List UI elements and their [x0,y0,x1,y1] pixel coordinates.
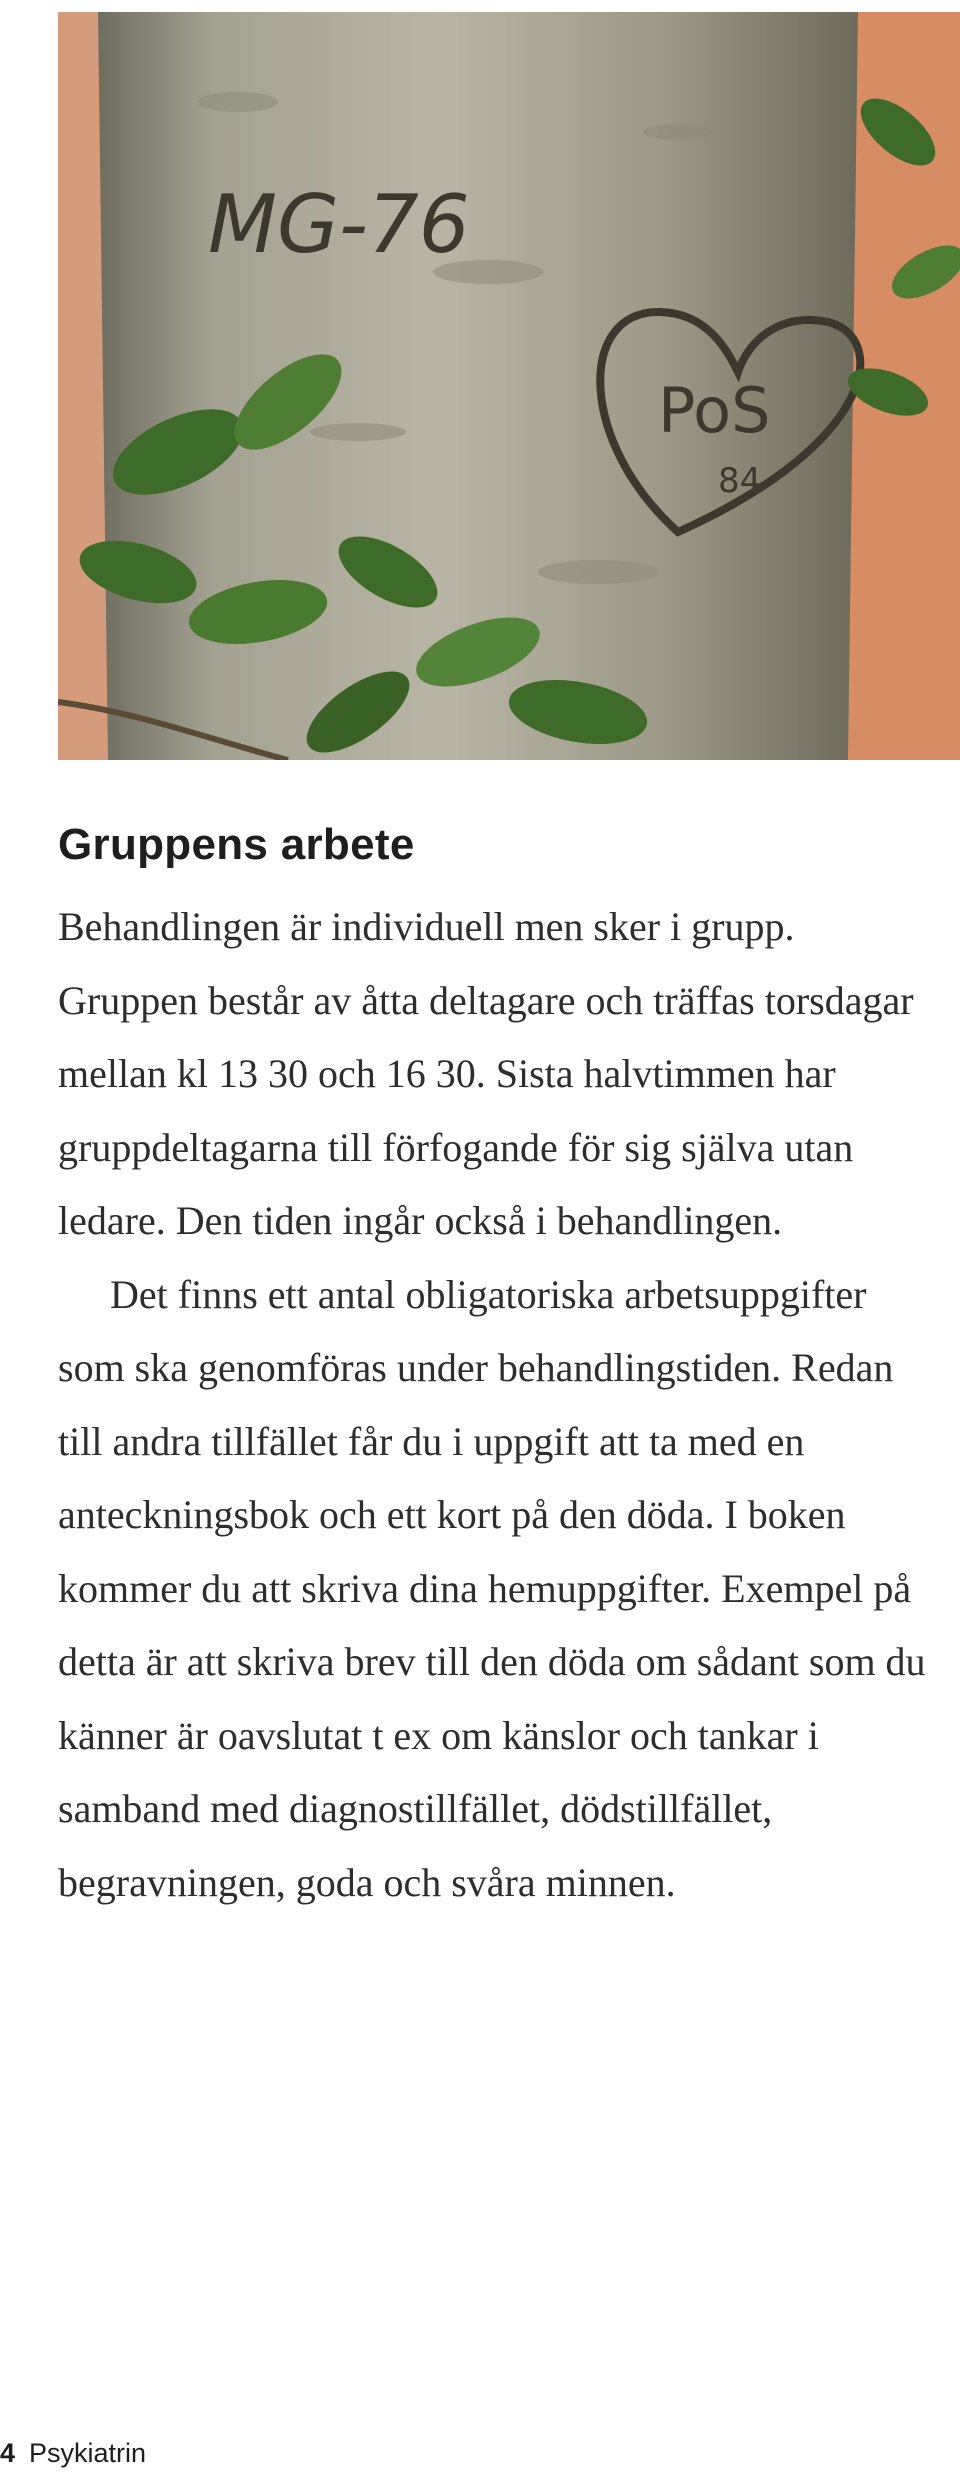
section-heading: Gruppens arbete [58,820,415,869]
carving-text: MG-76 [208,178,470,271]
tree-carving-illustration [58,12,960,760]
heart-initials: PoS [658,374,771,447]
page-number: 4 [0,2438,16,2468]
paragraph-2: Det finns ett antal obligatoriska arbetsuppgifter som ska genomföras under behandlingstiden. Redan till andra tillfället får du i uppgift att ta med en anteckningsbok och ett kort på den döda. I boken kommer du att skriva dina hemuppgifter. Exempel på detta är att skriva brev till den döda om sådant som du känner är oavslutat t ex om känslor och tankar i samband med diagnostillfället, dödstillfället, begravningen, goda och svåra minnen. [58,1271,926,1905]
heart-year: 84 [718,461,762,501]
paragraph-1: Behandlingen är individuell men sker i grupp. Gruppen består av åtta deltagare och träffas torsdagar mellan kl 13 30 och 16 30. Sista halvtimmen har gruppdeltagarna till förfogande för sig själva utan ledare. Den tiden ingår också i behandlingen. [58,904,914,1243]
page-footer [0,2438,146,2469]
body-text [58,890,938,1919]
tree-trunk-photo [58,12,960,760]
publication-name: Psykiatrin [29,2438,147,2468]
